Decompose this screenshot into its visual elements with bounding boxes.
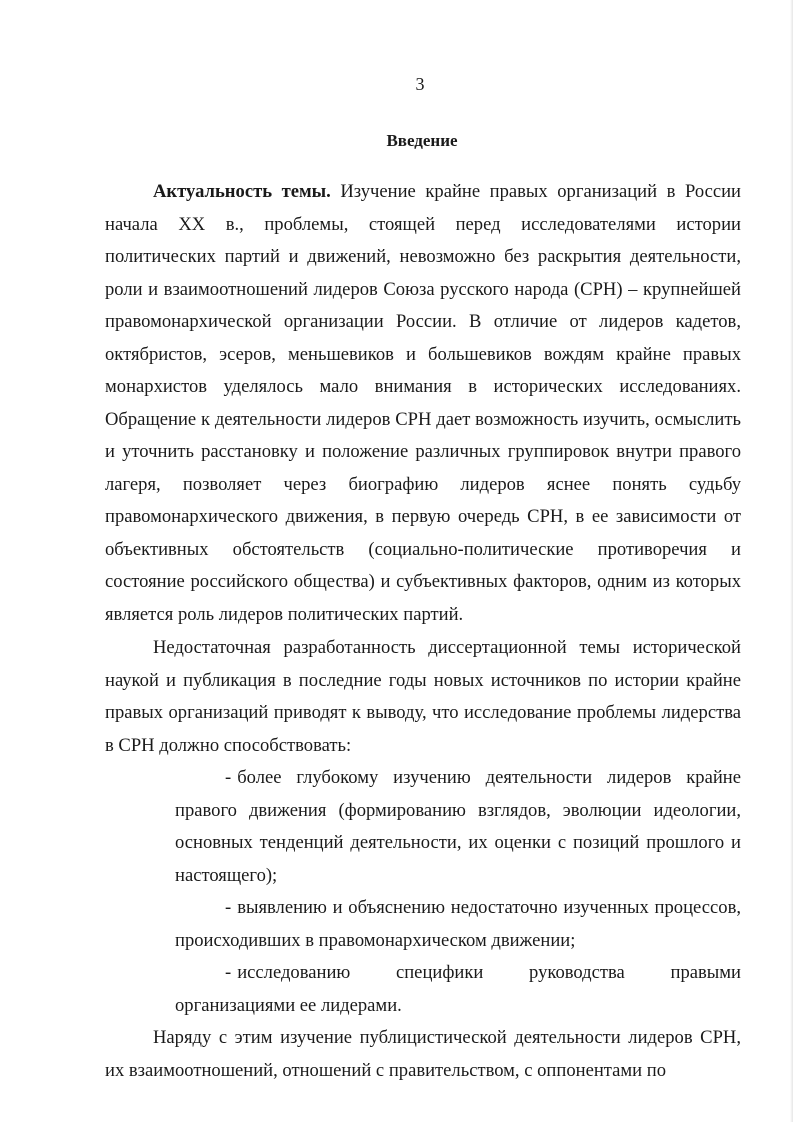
paragraph-relevance [105,176,741,631]
paragraph-text: Изучение крайне правых организаций в России начала XX в., проблемы, стоящей перед исследователями истории политических партий и движений, невозможно без раскрытия деятельности, роли и взаимоотношений лидеров Союза русского народа (СРН) – крупнейшей правомонархической организации России. В отличие от лидеров кадетов, октябристов, эсеров, меньшевиков и большевиков вождям крайне правых монархистов уделялось мало внимания в исторических исследованиях. Обращение к деятельности лидеров СРН дает возможность изучить, осмыслить и уточнить расстановку и положение различных группировок внутри правого лагеря, позволяет через биографию лидеров яснее понять судьбу правомонархического движения, в первую очередь СРН, в ее зависимости от объективных обстоятельств (социально-политические противоречия и состояние российского общества) и субъективных факторов, одним из которых является роль лидеров политических партий. [105,181,742,625]
list-item [175,762,741,892]
list-item-text: выявлению и объяснению недостаточно изученных процессов, происходивших в правомонархическом движении; [175,897,741,951]
list-item-text: исследованию специфики руководства правыми организациями ее лидерами. [175,962,741,1016]
body-text [105,176,741,1087]
page-number: 3 [415,74,425,94]
paragraph-publicistic-activity: Наряду с этим изучение публицистической деятельности лидеров СРН, их взаимоотношений, отношений с правительством, с оппонентами по [105,1027,741,1081]
dash-marker: - [225,962,232,983]
section-heading: Введение [386,131,458,150]
dash-marker: - [225,767,232,788]
paragraph-insufficient-study: Недостаточная разработанность диссертационной темы исторической наукой и публикация в последние годы новых источников по истории крайне правых организаций приводят к выводу, что исследование проблемы лидерства в СРН должно способствовать: [105,637,741,756]
list-item-text: более глубокому изучению деятельности лидеров крайне правого движения (формированию взглядов, эволюции идеологии, основных тенденций деятельности, их оценки с позиций прошлого и настоящего); [175,767,741,886]
dash-marker: - [225,897,232,918]
paragraph-lead: Актуальность темы. [153,181,331,202]
list-item [175,957,741,1022]
contribution-list [105,762,741,1022]
list-item [175,892,741,957]
